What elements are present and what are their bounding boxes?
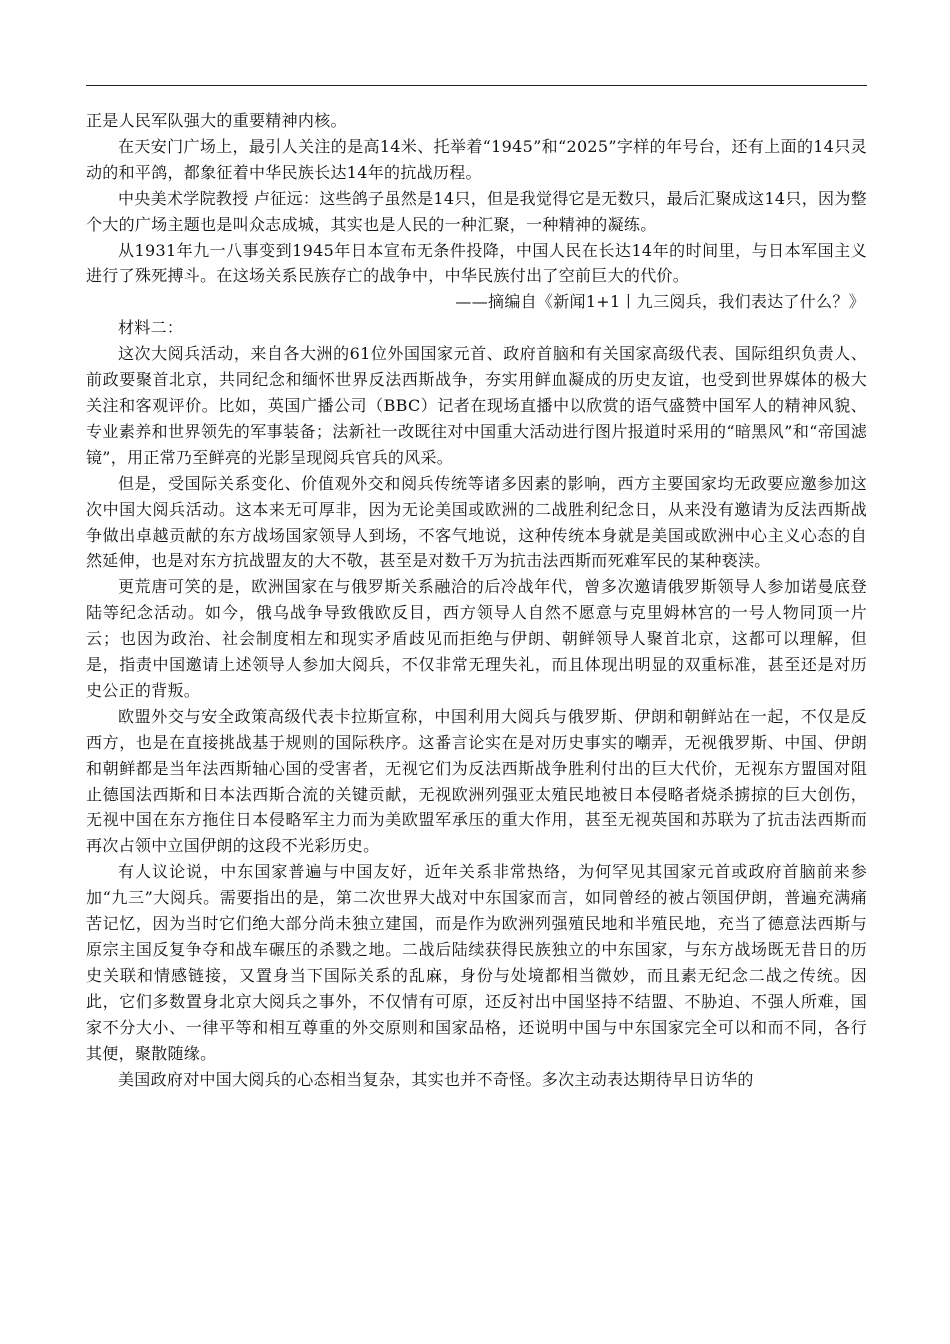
paragraph-war-history: 从1931年九一八事变到1945年日本宣布无条件投降，中国人民在长达14年的时间里，与日本军国主义进行了殊死搏斗。在这场关系民族存亡的战争中，中华民族付出了空前巨大的代价。 — [86, 240, 867, 286]
document-body — [86, 108, 867, 1092]
paragraph-middle-east: 有人议论说，中东国家普遍与中国友好，近年关系非常热络，为何罕见其国家元首或政府首脑前来参加“九三”大阅兵。需要指出的是，第二次世界大战对中东国家而言，如同曾经的被占领国伊朗，普遍充满痛苦记忆，因为当时它们绝大部分尚未独立建国，而是作为欧洲列强殖民地和半殖民地，充当了德意法西斯与原宗主国反复争夺和战车碾压的杀戮之地。二战后陆续获得民族独立的中东国家，与东方战场既无昔日的历史关联和情感链接，又置身当下国际关系的乱麻，身份与处境都相当微妙，而且素无纪念二战之传统。因此，它们多数置身北京大阅兵之事外，不仅情有可原，还反衬出中国坚持不结盟、不胁迫、不强人所难，国家不分大小、一律平等和相互尊重的外交原则和国家品格，还说明中国与中东国家完全可以和而不同，各行其便，聚散随缘。 — [86, 862, 867, 1063]
paragraph-continuation: 正是人民军队强大的重要精神内核。 — [86, 111, 347, 130]
paragraph-eu-statement: 欧盟外交与安全政策高级代表卡拉斯宣称，中国利用大阅兵与俄罗斯、伊朗和朝鲜站在一起，不仅是反西方，也是在直接挑战基于规则的国际秩序。这番言论实在是对历史事实的嘲弄，无视俄罗斯、中国、伊朗和朝鲜都是当年法西斯轴心国的受害者，无视它们为反法西斯战争胜利付出的巨大代价，无视东方盟国对阻止德国法西斯和日本法西斯合流的关键贡献，无视欧洲列强亚太殖民地被日本侵略者烧杀掳掠的巨大创伤，无视中国在东方拖住日本侵略军主力而为美欧盟军承压的重大作用，甚至无视英国和苏联为了抗击法西斯而再次占领中立国伊朗的这段不光彩历史。 — [86, 706, 867, 856]
paragraph-western-absence: 但是，受国际关系变化、价值观外交和阅兵传统等诸多因素的影响，西方主要国家均无政要应邀参加这次中国大阅兵活动。这本来无可厚非，因为无论美国或欧洲的二战胜利纪念日，从来没有邀请为反法西斯战争做出卓越贡献的东方战场国家领导人到场，不客气地说，这种传统本身就是美国或欧洲中心主义心态的自然延伸，也是对东方抗战盟友的大不敬，甚至是对数千万为抗击法西斯而死难军民的某种亵渎。 — [86, 473, 867, 571]
paragraph-foreign-leaders: 这次大阅兵活动，来自各大洲的61位外国国家元首、政府首脑和有关国家高级代表、国际组织负责人、前政要聚首北京，共同纪念和缅怀世界反法西斯战争，夯实用鲜血凝成的历史友谊，也受到世界媒体的极大关注和客观评价。比如，英国广播公司（BBC）记者在现场直播中以欣赏的语气盛赞中国军人的精神风貌、专业素养和世界领先的军事装备；法新社一改既往对中国重大活动进行图片报道时采用的“暗黑风”和“帝国滤镜”，用正常乃至鲜亮的光影呈现阅兵官兵的风采。 — [86, 344, 867, 467]
paragraph-anniversary-platform: 在天安门广场上，最引人关注的是高14米、托举着“1945”和“2025”字样的年号台，还有上面的14只灵动的和平鸽，都象征着中华民族长达14年的抗战历程。 — [86, 136, 867, 182]
header-rule — [86, 85, 867, 86]
material-two-heading: 材料二： — [118, 318, 184, 338]
paragraph-us-attitude: 美国政府对中国大阅兵的心态相当复杂，其实也并不奇怪。多次主动表达期待早日访华的 — [118, 1069, 754, 1089]
source-citation: ——摘编自《新闻1+1丨九三阅兵，我们表达了什么？》 — [455, 292, 865, 312]
paragraph-professor-quote: 中央美术学院教授 卢征远：这些鸽子虽然是14只，但是我觉得它是无数只，最后汇聚成这14只，因为整个大的广场主题也是叫众志成城，其实也是人民的一种汇聚，一种精神的凝练。 — [86, 188, 867, 234]
paragraph-double-standard: 更荒唐可笑的是，欧洲国家在与俄罗斯关系融洽的后冷战年代，曾多次邀请俄罗斯领导人参加诺曼底登陆等纪念活动。如今，俄乌战争导致俄欧反目，西方领导人自然不愿意与克里姆林宫的一号人物同顶一片云；也因为政治、社会制度相左和现实矛盾歧见而拒绝与伊朗、朝鲜领导人聚首北京，这都可以理解，但是，指责中国邀请上述领导人参加大阅兵，不仅非常无理失礼，而且体现出明显的双重标准，甚至还是对历史公正的背叛。 — [86, 577, 867, 700]
